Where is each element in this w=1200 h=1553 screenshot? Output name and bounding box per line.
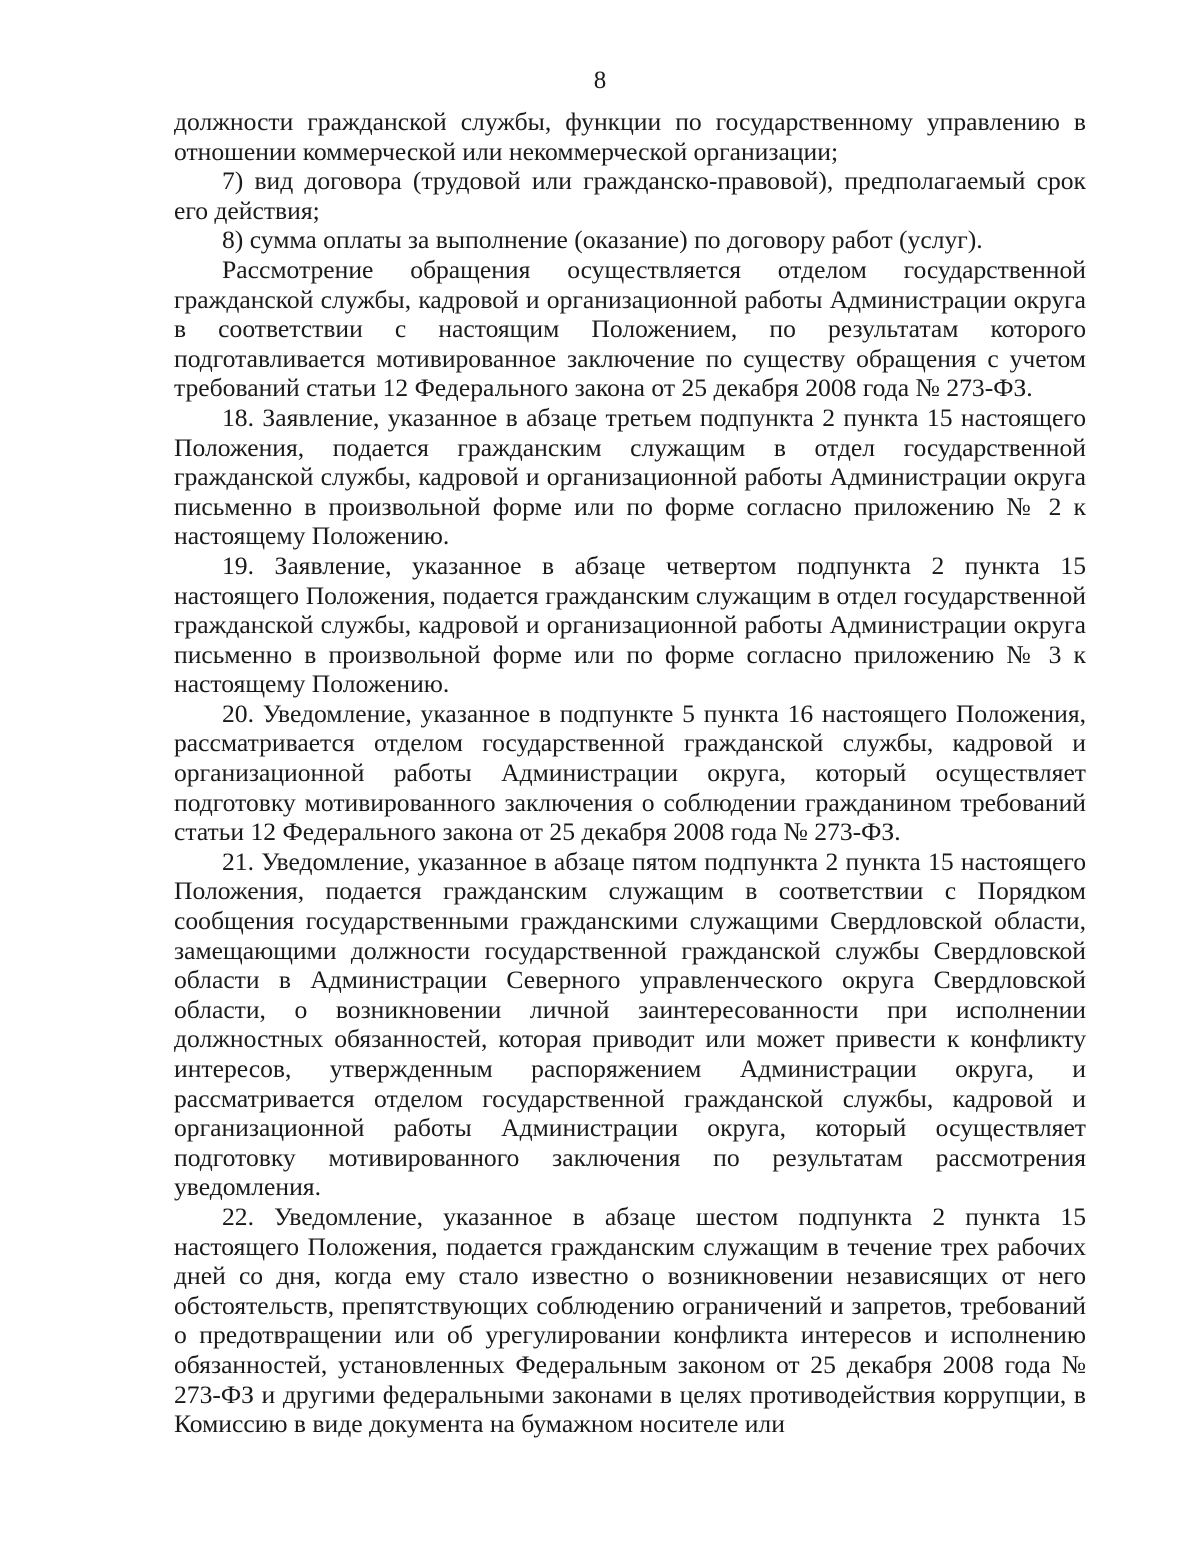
document-body — [174, 107, 1086, 1439]
paragraph-continuation: должности гражданской службы, функции по государственному управлению в отношении коммерческой или некоммерческой организации; — [174, 107, 1086, 166]
paragraph-18: 18. Заявление, указанное в абзаце третьем подпункта 2 пункта 15 настоящего Положения, подается гражданским служащим в отдел государственной гражданской службы, кадровой и организационной работы Администрации округа письменно в произвольной форме или по форме согласно приложению № 2 к настоящему Положению. — [174, 402, 1086, 551]
paragraph-20: 20. Уведомление, указанное в подпункте 5 пункта 16 настоящего Положения, рассматривается отделом государственной гражданской службы, кадровой и организационной работы Администрации округа, который осуществляет подготовку мотивированного заключения о соблюдении гражданином требований статьи 12 Федерального закона от 25 декабря 2008 года № 273-ФЗ. — [174, 698, 1086, 847]
paragraph-review: Рассмотрение обращения осуществляется отделом государственной гражданской службы, кадровой и организационной работы Администрации округа в соответствии с настоящим Положением, по результатам которого подготавливается мотивированное заключение по существу обращения с учетом требований статьи 12 Федерального закона от 25 декабря 2008 года № 273-ФЗ. — [174, 254, 1086, 403]
paragraph-19: 19. Заявление, указанное в абзаце четвертом подпункта 2 пункта 15 настоящего Положения, подается гражданским служащим в отдел государственной гражданской службы, кадровой и организационной работы Администрации округа письменно в произвольной форме или по форме согласно приложению № 3 к настоящему Положению. — [174, 550, 1086, 699]
paragraph-item-8: 8) сумма оплаты за выполнение (оказание) по договору работ (услуг). — [222, 225, 983, 255]
paragraph-item-7: 7) вид договора (трудовой или гражданско-правовой), предполагаемый срок его действия; — [174, 166, 1086, 225]
paragraph-21: 21. Уведомление, указанное в абзаце пятом подпункта 2 пункта 15 настоящего Положения, подается гражданским служащим в соответствии с Порядком сообщения государственными гражданскими служащими Свердловской области, замещающими должности государственной гражданской службы Свердловской области в Администрации Северного управленческого округа Свердловской области, о возникновении личной заинтересованности при исполнении должностных обязанностей, которая приводит или может привести к конфликту интересов, утвержденным распоряжением Администрации округа, и рассматривается отделом государственной гражданской службы, кадровой и организационной работы Администрации округа, который осуществляет подготовку мотивированного заключения по результатам рассмотрения уведомления. — [174, 846, 1086, 1202]
paragraph-22: 22. Уведомление, указанное в абзаце шестом подпункта 2 пункта 15 настоящего Положения, подается гражданским служащим в течение трех рабочих дней со дня, когда ему стало известно о возникновении независящих от него обстоятельств, препятствующих соблюдению ограничений и запретов, требований о предотвращении или об урегулировании конфликта интересов и исполнению обязанностей, установленных Федеральным законом от 25 декабря 2008 года № 273-ФЗ и другими федеральными законами в целях противодействия коррупции, в Комиссию в виде документа на бумажном носителе или — [174, 1201, 1086, 1439]
page-number: 8 — [593, 67, 607, 94]
